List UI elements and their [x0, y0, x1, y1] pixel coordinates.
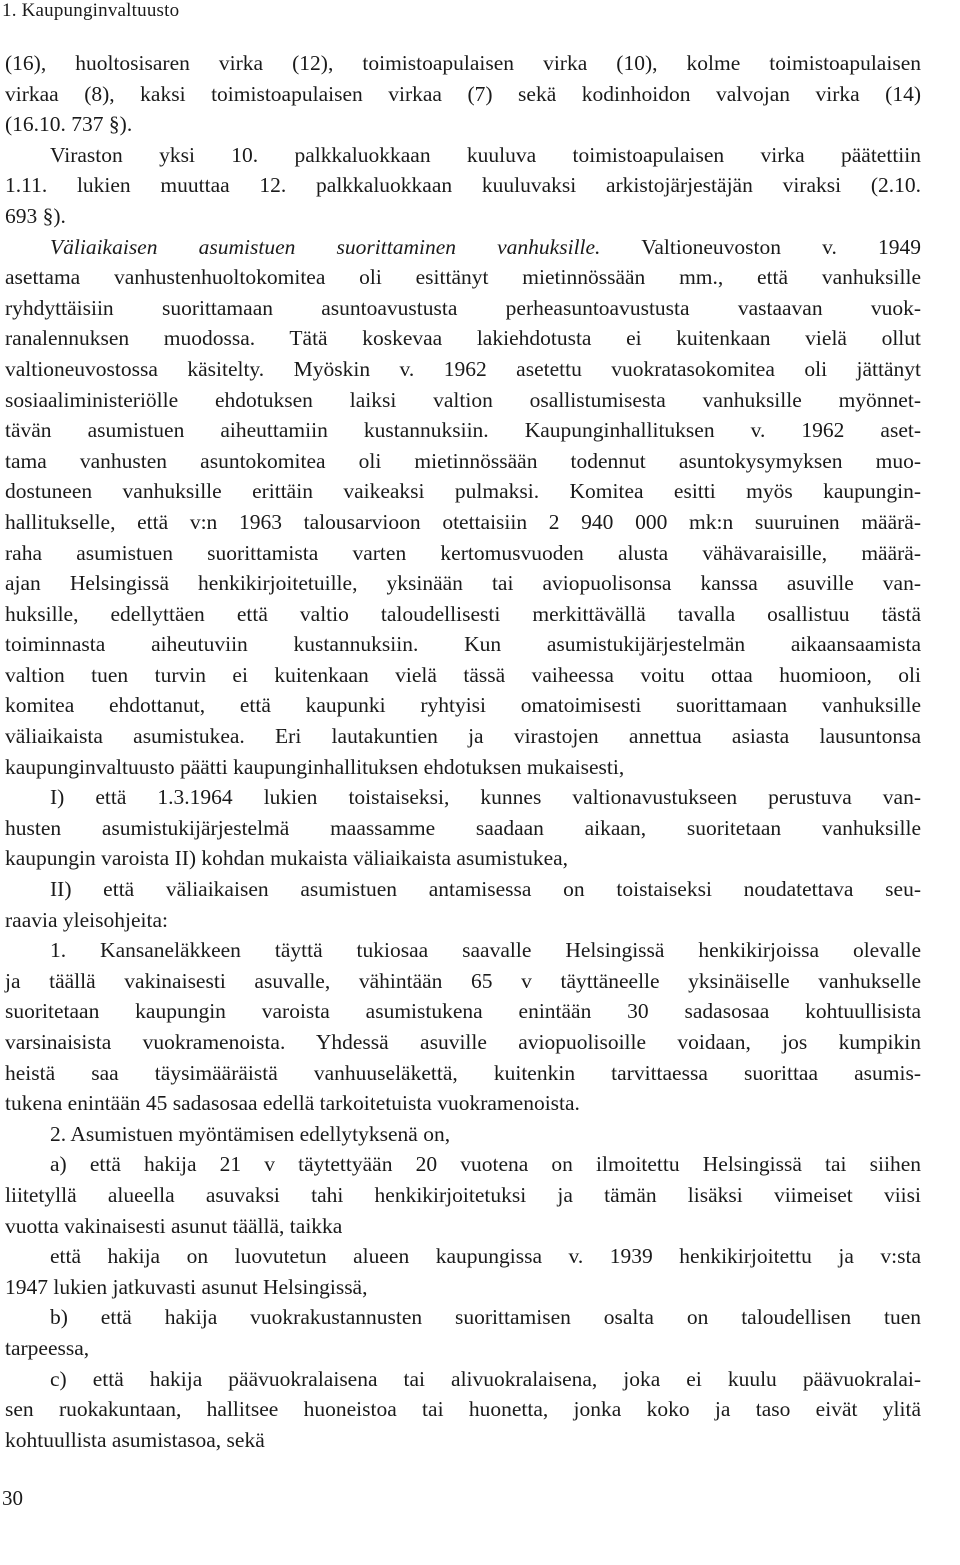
text-line: 693 §). — [5, 203, 66, 228]
section-heading-tail: Valtioneuvoston v. 1949 — [641, 234, 921, 259]
text-line: että hakija on luovutetun alueen kaupungissa v. 1939 henkikirjoitettu ja v:sta — [50, 1244, 921, 1269]
text-line: valtioneuvostossa käsitelty. Myöskin v. 1962 asetettu vuokratasokomitea oli jättänyt — [5, 356, 921, 381]
text-line: toiminnasta aiheutuviin kustannuksiin. Kun asumistukijärjestelmän aikaansaamista — [5, 632, 921, 657]
text-line: 1. Kansaneläkkeen täyttä tukiosaa saavalle Helsingissä henkikirjoissa olevalle — [50, 938, 921, 963]
text-line: tukena enintään 45 sadasosaa edellä tarkoitetuista vuokramenoista. — [5, 1091, 580, 1116]
text-line: varsinaisista vuokramenoista. Yhdessä asuville aviopuolisoille voidaan, jos kumpikin — [5, 1030, 921, 1054]
section-heading: Väliaikaisen asumistuen suorittaminen vanhuksille. — [50, 234, 601, 259]
text-line: kaupunginvaltuusto päätti kaupunginhallituksen ehdotuksen mukaisesti, — [5, 754, 625, 779]
text-line: raavia yleisohjeita: — [5, 907, 168, 932]
text-line: husten asumistukijärjestelmä maassamme saadaan aikaan, suoritetaan vanhuksille — [5, 815, 921, 840]
text-line: tarpeessa, — [5, 1335, 90, 1360]
text-line: virkaa (8), kaksi toimistoapulaisen virkaa (7) sekä kodinhoidon valvojan virka (14) — [5, 81, 921, 106]
text-line: a) että hakija 21 v täytettyään 20 vuotena on ilmoitettu Helsingissä tai siihen — [50, 1152, 921, 1177]
text-line: huksille, edellyttäen että valtio taloudellisesti merkittävällä tavalla osallistuu tästä — [5, 601, 921, 626]
text-line: heistä saa täysimääräistä vanhuuseläkettä, kuitenkin tarvittaessa suorittaa asumis- — [5, 1060, 921, 1085]
text-line: komitea ehdottanut, että kaupunki ryhtyisi omatoimisesti suorittamaan vanhuksille — [5, 693, 921, 718]
text-line: raha asumistuen suorittamista varten kertomusvuoden alusta vähävaraisille, määrä- — [5, 540, 921, 565]
text-line: II) että väliaikaisen asumistuen antamisessa on toistaiseksi noudatettava seu- — [50, 877, 921, 902]
text-line: kaupungin varoista II) kohdan mukaista väliaikaista asumistukea, — [5, 846, 569, 871]
text-line: sosiaaliministeriölle ehdotuksen laiksi valtion osallistumisesta vanhuksille myönnet- — [5, 387, 921, 412]
text-line: (16), huoltosisaren virka (12), toimistoapulaisen virka (10), kolme toimistoapulaisen — [5, 51, 921, 75]
text-line: (16.10. 737 §). — [5, 112, 133, 137]
text-line: valtion tuen turvin ei kuitenkaan vielä tässä vaiheessa voitu ottaa huomioon, oli — [5, 662, 921, 687]
text-line: hallitukselle, että v:n 1963 talousarvioon otettaisiin 2 940 000 mk:n suuruinen määrä- — [5, 509, 921, 534]
page-number: 30 — [2, 1486, 23, 1510]
text-line: dostuneen vanhuksille erittäin vaikeaksi pulmaksi. Komitea esitti myös kaupungin- — [5, 479, 921, 504]
text-line: 2. Asumistuen myöntämisen edellytyksenä on, — [50, 1121, 451, 1146]
text-line: c) että hakija päävuokralaisena tai alivuokralaisena, joka ei kuulu päävuokralai- — [50, 1366, 921, 1391]
text-line: asettama vanhustenhuoltokomitea oli esittänyt mietinnössään mm., että vanhuksille — [5, 265, 921, 290]
body-text — [5, 48, 921, 1455]
text-line: ryhdyttäisiin suorittamaan asuntoavustusta perheasuntoavustusta vastaavan vuok- — [5, 295, 921, 320]
text-line: 1947 lukien jatkuvasti asunut Helsingissä, — [5, 1274, 368, 1299]
text-line: tävän asumistuen aiheuttamiin kustannuksiin. Kaupunginhallituksen v. 1962 aset- — [5, 418, 921, 443]
text-line: vuotta vakinaisesti asunut täällä, taikka — [5, 1213, 343, 1238]
section-heading-line — [5, 232, 921, 263]
text-line: ranalennuksen muodossa. Tätä koskevaa lakiehdotusta ei kuitenkaan vielä ollut — [5, 326, 921, 351]
running-header: 1. Kaupunginvaltuusto — [2, 0, 180, 21]
text-line: suoritetaan kaupungin varoista asumistukena enintään 30 sadasosaa kohtuullisista — [5, 999, 921, 1024]
text-line: tama vanhusten asuntokomitea oli mietinnössään todennut asuntokysymyksen muo- — [5, 448, 921, 473]
text-line: ja täällä vakinaisesti asuvalle, vähintään 65 v täyttäneelle yksinäiselle vanhukselle — [5, 968, 921, 993]
text-line: väliaikaista asumistukea. Eri lautakuntien ja virastojen annettua asiasta lausuntonsa — [5, 724, 921, 749]
text-line: b) että hakija vuokrakustannusten suorittamisen osalta on taloudellisen tuen — [50, 1305, 921, 1330]
text-line: sen ruokakuntaan, hallitsee huoneistoa tai huonetta, jonka koko ja taso eivät ylitä — [5, 1397, 921, 1422]
text-line: ajan Helsingissä henkikirjoitetuille, yksinään tai aviopuolisonsa kanssa asuville van- — [5, 571, 921, 596]
text-line: kohtuullista asumistasoa, sekä — [5, 1427, 265, 1452]
text-line: I) että 1.3.1964 lukien toistaiseksi, kunnes valtionavustukseen perustuva van- — [50, 785, 921, 810]
text-line: 1.11. lukien muuttaa 12. palkkaluokkaan kuuluvaksi arkistojärjestäjän viraksi (2.10. — [5, 173, 921, 198]
text-line: Viraston yksi 10. palkkaluokkaan kuuluva toimistoapulaisen virka päätettiin — [50, 142, 921, 167]
text-line: liitetyllä alueella asuvaksi tahi henkikirjoitetuksi ja tämän lisäksi viimeiset viisi — [5, 1182, 921, 1207]
